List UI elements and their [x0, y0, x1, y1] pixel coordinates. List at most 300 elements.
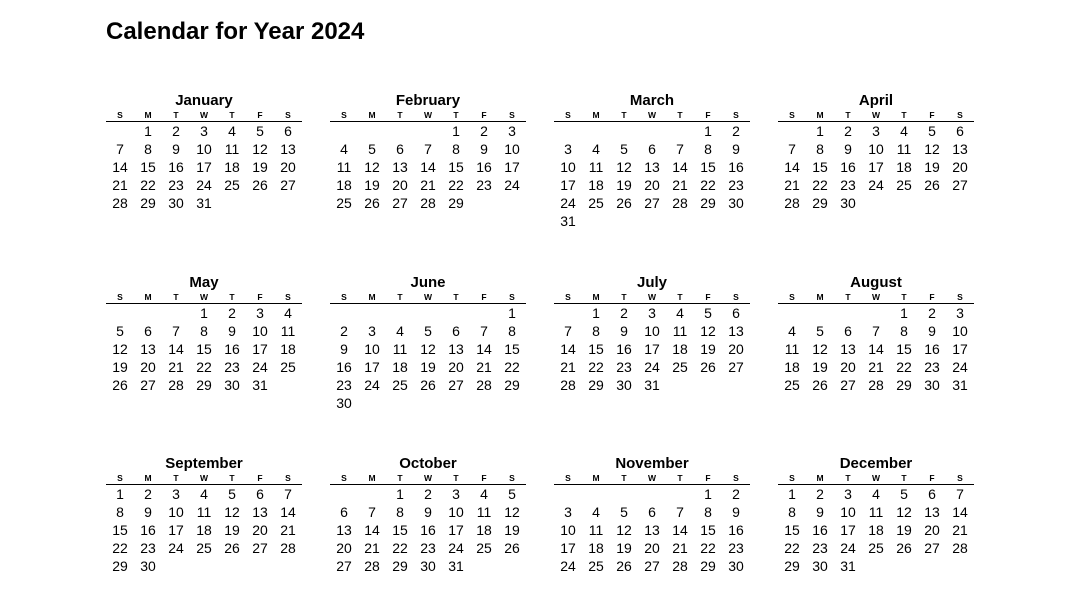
- day-cell: 27: [924, 540, 940, 556]
- month-name: July: [636, 274, 667, 291]
- days-grid: [106, 304, 302, 394]
- weekday-label: F: [929, 292, 935, 302]
- day-cell: 6: [844, 323, 852, 339]
- day-cell: 14: [784, 159, 800, 175]
- day-cell: 16: [616, 341, 632, 357]
- weekday-header: [330, 473, 526, 485]
- day-cell: 23: [812, 540, 828, 556]
- day-cell: 1: [144, 123, 152, 139]
- day-cell: 31: [840, 558, 856, 574]
- day-cell: 13: [840, 341, 856, 357]
- day-cell: 15: [784, 522, 800, 538]
- weekday-label: T: [397, 292, 403, 302]
- weekday-label: M: [816, 110, 824, 120]
- day-cell: 26: [364, 195, 380, 211]
- day-cell: 4: [872, 486, 880, 502]
- day-cell: 24: [560, 195, 576, 211]
- day-cell: 11: [476, 504, 492, 520]
- weekday-label: W: [423, 473, 433, 483]
- day-cell: 13: [252, 504, 268, 520]
- day-cell: 19: [700, 341, 716, 357]
- day-cell: 23: [728, 177, 744, 193]
- weekday-label: W: [871, 473, 881, 483]
- weekday-label: S: [341, 473, 347, 483]
- day-cell: 6: [452, 323, 460, 339]
- day-cell: 19: [504, 522, 520, 538]
- weekday-label: T: [397, 110, 403, 120]
- day-cell: 29: [812, 195, 828, 211]
- weekday-label: T: [229, 473, 235, 483]
- day-cell: 15: [896, 341, 912, 357]
- day-cell: 8: [452, 141, 460, 157]
- day-cell: 14: [280, 504, 296, 520]
- weekday-label: W: [647, 110, 657, 120]
- day-cell: 15: [812, 159, 828, 175]
- weekday-label: W: [871, 292, 881, 302]
- weekday-label: W: [423, 110, 433, 120]
- day-cell: 4: [200, 486, 208, 502]
- day-cell: 21: [280, 522, 296, 538]
- day-cell: 17: [168, 522, 184, 538]
- day-cell: 2: [732, 123, 740, 139]
- day-cell: 9: [816, 504, 824, 520]
- day-cell: 9: [424, 504, 432, 520]
- day-cell: 9: [844, 141, 852, 157]
- day-cell: 5: [256, 123, 264, 139]
- day-cell: 17: [560, 177, 576, 193]
- day-cell: 5: [228, 486, 236, 502]
- day-cell: 16: [840, 159, 856, 175]
- day-cell: 18: [588, 177, 604, 193]
- day-cell: 14: [868, 341, 884, 357]
- day-cell: 11: [196, 504, 212, 520]
- day-cell: 17: [364, 359, 380, 375]
- weekday-label: T: [901, 110, 907, 120]
- day-cell: 28: [364, 558, 380, 574]
- day-cell: 4: [284, 305, 292, 321]
- day-cell: 15: [504, 341, 520, 357]
- weekday-label: S: [957, 110, 963, 120]
- day-cell: 6: [144, 323, 152, 339]
- month-name: August: [850, 274, 902, 291]
- day-cell: 30: [616, 377, 632, 393]
- day-cell: 5: [508, 486, 516, 502]
- weekday-header: [778, 292, 974, 304]
- day-cell: 10: [448, 504, 464, 520]
- day-cell: 8: [704, 504, 712, 520]
- weekday-label: S: [509, 292, 515, 302]
- day-cell: 21: [952, 522, 968, 538]
- day-cell: 15: [392, 522, 408, 538]
- day-cell: 24: [252, 359, 268, 375]
- day-cell: 15: [700, 159, 716, 175]
- day-cell: 13: [140, 341, 156, 357]
- day-cell: 11: [392, 341, 408, 357]
- day-cell: 13: [392, 159, 408, 175]
- day-cell: 23: [140, 540, 156, 556]
- day-cell: 6: [956, 123, 964, 139]
- weekday-label: S: [117, 292, 123, 302]
- month-july: [554, 274, 750, 394]
- day-cell: 12: [224, 504, 240, 520]
- weekday-header: [330, 110, 526, 122]
- weekday-label: S: [789, 110, 795, 120]
- day-cell: 20: [644, 540, 660, 556]
- day-cell: 4: [676, 305, 684, 321]
- day-cell: 25: [672, 359, 688, 375]
- day-cell: 18: [868, 522, 884, 538]
- day-cell: 28: [420, 195, 436, 211]
- day-cell: 25: [476, 540, 492, 556]
- day-cell: 2: [172, 123, 180, 139]
- day-cell: 26: [896, 540, 912, 556]
- day-cell: 21: [112, 177, 128, 193]
- weekday-label: S: [565, 110, 571, 120]
- day-cell: 27: [140, 377, 156, 393]
- day-cell: 28: [952, 540, 968, 556]
- day-cell: 24: [644, 359, 660, 375]
- day-cell: 1: [508, 305, 516, 321]
- day-cell: 12: [896, 504, 912, 520]
- day-cell: 13: [728, 323, 744, 339]
- day-cell: 11: [868, 504, 884, 520]
- month-june: [330, 274, 526, 412]
- day-cell: 13: [644, 522, 660, 538]
- day-cell: 16: [224, 341, 240, 357]
- day-cell: 10: [168, 504, 184, 520]
- day-cell: 19: [364, 177, 380, 193]
- weekday-label: S: [117, 110, 123, 120]
- day-cell: 23: [616, 359, 632, 375]
- day-cell: 28: [280, 540, 296, 556]
- day-cell: 16: [336, 359, 352, 375]
- day-cell: 2: [144, 486, 152, 502]
- day-cell: 21: [168, 359, 184, 375]
- day-cell: 1: [788, 486, 796, 502]
- day-cell: 18: [224, 159, 240, 175]
- weekday-label: W: [199, 110, 209, 120]
- weekday-label: T: [229, 292, 235, 302]
- day-cell: 22: [784, 540, 800, 556]
- day-cell: 14: [476, 341, 492, 357]
- day-cell: 25: [392, 377, 408, 393]
- day-cell: 20: [280, 159, 296, 175]
- day-cell: 6: [340, 504, 348, 520]
- day-cell: 30: [840, 195, 856, 211]
- day-cell: 5: [424, 323, 432, 339]
- weekday-label: T: [845, 473, 851, 483]
- weekday-label: W: [423, 292, 433, 302]
- day-cell: 7: [872, 323, 880, 339]
- day-cell: 30: [140, 558, 156, 574]
- weekday-header: [106, 110, 302, 122]
- day-cell: 26: [224, 540, 240, 556]
- day-cell: 31: [196, 195, 212, 211]
- day-cell: 4: [396, 323, 404, 339]
- day-cell: 13: [336, 522, 352, 538]
- day-cell: 16: [168, 159, 184, 175]
- day-cell: 18: [784, 359, 800, 375]
- day-cell: 25: [196, 540, 212, 556]
- day-cell: 25: [336, 195, 352, 211]
- weekday-label: F: [481, 292, 487, 302]
- day-cell: 3: [200, 123, 208, 139]
- day-cell: 16: [140, 522, 156, 538]
- day-cell: 18: [280, 341, 296, 357]
- day-cell: 22: [392, 540, 408, 556]
- day-cell: 13: [924, 504, 940, 520]
- day-cell: 17: [448, 522, 464, 538]
- day-cell: 23: [924, 359, 940, 375]
- day-cell: 19: [420, 359, 436, 375]
- day-cell: 30: [728, 558, 744, 574]
- weekday-label: M: [368, 473, 376, 483]
- day-cell: 17: [840, 522, 856, 538]
- weekday-label: T: [845, 292, 851, 302]
- day-cell: 21: [672, 177, 688, 193]
- day-cell: 25: [280, 359, 296, 375]
- day-cell: 26: [616, 195, 632, 211]
- day-cell: 18: [336, 177, 352, 193]
- weekday-label: T: [173, 110, 179, 120]
- day-cell: 27: [728, 359, 744, 375]
- day-cell: 8: [200, 323, 208, 339]
- day-cell: 23: [840, 177, 856, 193]
- month-may: [106, 274, 302, 394]
- day-cell: 19: [896, 522, 912, 538]
- day-cell: 6: [648, 141, 656, 157]
- day-cell: 9: [620, 323, 628, 339]
- weekday-label: S: [565, 473, 571, 483]
- day-cell: 25: [588, 558, 604, 574]
- day-cell: 29: [196, 377, 212, 393]
- day-cell: 22: [700, 177, 716, 193]
- days-grid: [330, 485, 526, 575]
- day-cell: 18: [476, 522, 492, 538]
- day-cell: 15: [700, 522, 716, 538]
- day-cell: 3: [452, 486, 460, 502]
- day-cell: 14: [112, 159, 128, 175]
- day-cell: 6: [732, 305, 740, 321]
- weekday-label: T: [845, 110, 851, 120]
- day-cell: 5: [620, 141, 628, 157]
- day-cell: 17: [868, 159, 884, 175]
- day-cell: 18: [588, 540, 604, 556]
- weekday-label: T: [229, 110, 235, 120]
- weekday-label: M: [816, 473, 824, 483]
- day-cell: 19: [224, 522, 240, 538]
- day-cell: 3: [564, 141, 572, 157]
- day-cell: 12: [420, 341, 436, 357]
- day-cell: 23: [476, 177, 492, 193]
- day-cell: 30: [924, 377, 940, 393]
- day-cell: 13: [952, 141, 968, 157]
- month-name: May: [189, 274, 219, 291]
- day-cell: 8: [788, 504, 796, 520]
- day-cell: 16: [476, 159, 492, 175]
- day-cell: 14: [672, 159, 688, 175]
- day-cell: 21: [476, 359, 492, 375]
- day-cell: 22: [112, 540, 128, 556]
- weekday-label: S: [509, 473, 515, 483]
- day-cell: 8: [704, 141, 712, 157]
- weekday-label: F: [481, 110, 487, 120]
- weekday-label: S: [789, 292, 795, 302]
- day-cell: 20: [448, 359, 464, 375]
- day-cell: 29: [448, 195, 464, 211]
- day-cell: 29: [896, 377, 912, 393]
- day-cell: 31: [644, 377, 660, 393]
- day-cell: 3: [956, 305, 964, 321]
- day-cell: 29: [112, 558, 128, 574]
- day-cell: 4: [228, 123, 236, 139]
- day-cell: 26: [812, 377, 828, 393]
- day-cell: 4: [480, 486, 488, 502]
- weekday-label: T: [901, 473, 907, 483]
- day-cell: 28: [672, 195, 688, 211]
- weekday-header: [554, 292, 750, 304]
- day-cell: 14: [168, 341, 184, 357]
- day-cell: 7: [564, 323, 572, 339]
- day-cell: 6: [396, 141, 404, 157]
- weekday-header: [330, 292, 526, 304]
- day-cell: 2: [732, 486, 740, 502]
- day-cell: 30: [336, 395, 352, 411]
- days-grid: [778, 304, 974, 394]
- day-cell: 30: [728, 195, 744, 211]
- day-cell: 17: [644, 341, 660, 357]
- day-cell: 31: [252, 377, 268, 393]
- day-cell: 4: [340, 141, 348, 157]
- day-cell: 6: [284, 123, 292, 139]
- day-cell: 3: [844, 486, 852, 502]
- weekday-label: F: [929, 473, 935, 483]
- day-cell: 7: [480, 323, 488, 339]
- day-cell: 10: [868, 141, 884, 157]
- day-cell: 1: [116, 486, 124, 502]
- weekday-label: W: [199, 292, 209, 302]
- day-cell: 1: [592, 305, 600, 321]
- weekday-label: T: [453, 110, 459, 120]
- day-cell: 16: [420, 522, 436, 538]
- day-cell: 2: [480, 123, 488, 139]
- day-cell: 1: [704, 123, 712, 139]
- month-march: [554, 92, 750, 230]
- weekday-label: T: [397, 473, 403, 483]
- day-cell: 29: [504, 377, 520, 393]
- day-cell: 9: [480, 141, 488, 157]
- day-cell: 27: [336, 558, 352, 574]
- day-cell: 30: [812, 558, 828, 574]
- day-cell: 21: [784, 177, 800, 193]
- weekday-label: M: [592, 473, 600, 483]
- day-cell: 5: [620, 504, 628, 520]
- day-cell: 19: [252, 159, 268, 175]
- day-cell: 3: [564, 504, 572, 520]
- day-cell: 23: [420, 540, 436, 556]
- day-cell: 12: [700, 323, 716, 339]
- weekday-label: F: [257, 292, 263, 302]
- day-cell: 11: [588, 522, 604, 538]
- weekday-label: S: [285, 473, 291, 483]
- day-cell: 2: [424, 486, 432, 502]
- day-cell: 17: [560, 540, 576, 556]
- day-cell: 31: [560, 213, 576, 229]
- day-cell: 3: [256, 305, 264, 321]
- day-cell: 24: [560, 558, 576, 574]
- weekday-header: [778, 110, 974, 122]
- day-cell: 22: [140, 177, 156, 193]
- weekday-label: M: [592, 292, 600, 302]
- month-name: January: [175, 92, 233, 109]
- month-name: November: [615, 455, 689, 472]
- month-january: [106, 92, 302, 212]
- day-cell: 27: [448, 377, 464, 393]
- month-name: December: [839, 455, 913, 472]
- day-cell: 15: [448, 159, 464, 175]
- day-cell: 5: [116, 323, 124, 339]
- weekday-label: S: [733, 473, 739, 483]
- day-cell: 1: [396, 486, 404, 502]
- day-cell: 28: [476, 377, 492, 393]
- weekday-label: M: [368, 292, 376, 302]
- day-cell: 22: [812, 177, 828, 193]
- day-cell: 4: [592, 141, 600, 157]
- day-cell: 28: [560, 377, 576, 393]
- weekday-label: T: [621, 292, 627, 302]
- month-september: [106, 455, 302, 575]
- day-cell: 5: [928, 123, 936, 139]
- day-cell: 5: [368, 141, 376, 157]
- day-cell: 20: [392, 177, 408, 193]
- day-cell: 20: [952, 159, 968, 175]
- day-cell: 12: [112, 341, 128, 357]
- days-grid: [778, 485, 974, 575]
- day-cell: 18: [672, 341, 688, 357]
- day-cell: 8: [816, 141, 824, 157]
- day-cell: 10: [644, 323, 660, 339]
- day-cell: 23: [728, 540, 744, 556]
- weekday-label: W: [647, 473, 657, 483]
- weekday-label: T: [173, 292, 179, 302]
- day-cell: 20: [924, 522, 940, 538]
- day-cell: 17: [196, 159, 212, 175]
- days-grid: [330, 304, 526, 412]
- day-cell: 9: [144, 504, 152, 520]
- day-cell: 15: [588, 341, 604, 357]
- day-cell: 10: [560, 522, 576, 538]
- day-cell: 20: [644, 177, 660, 193]
- days-grid: [554, 304, 750, 394]
- month-name: April: [858, 92, 894, 109]
- day-cell: 11: [224, 141, 240, 157]
- weekday-label: F: [481, 473, 487, 483]
- day-cell: 8: [396, 504, 404, 520]
- day-cell: 18: [392, 359, 408, 375]
- day-cell: 24: [868, 177, 884, 193]
- day-cell: 21: [364, 540, 380, 556]
- day-cell: 17: [252, 341, 268, 357]
- day-cell: 20: [728, 341, 744, 357]
- day-cell: 11: [672, 323, 688, 339]
- day-cell: 20: [336, 540, 352, 556]
- day-cell: 27: [952, 177, 968, 193]
- month-february: [330, 92, 526, 212]
- day-cell: 1: [452, 123, 460, 139]
- weekday-label: W: [871, 110, 881, 120]
- day-cell: 1: [704, 486, 712, 502]
- day-cell: 11: [336, 159, 352, 175]
